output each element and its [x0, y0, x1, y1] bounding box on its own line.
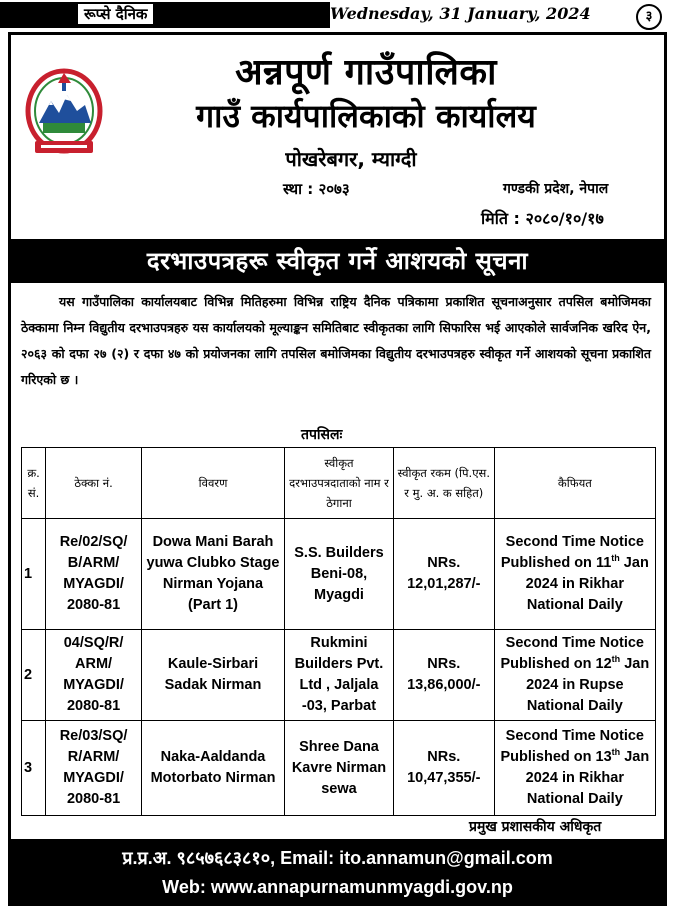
remarks-ordinal: th [611, 553, 620, 564]
office-location: पोखरेबगर, म्याग्दी [285, 147, 417, 171]
schedule-label: तपसिलः [301, 427, 343, 443]
cell-remarks [494, 630, 655, 721]
website-address: Web: www.annapurnamunmyagdi.gov.np [162, 877, 513, 897]
office-title: अन्नपूर्ण गाउँपालिका [235, 52, 497, 93]
notice-body: यस गाउँपालिका कार्यालयबाट विभिन्न मितिहरुमा विभिन्न राष्ट्रिय दैनिक पत्रिकामा प्रकाशित सूचनाअनुसार तपसिल बमोजिमका ठेक्कामा निम्न विद्युतीय दरभाउपत्रहरु यस कार्यालयको मूल्याङ्कन समितिबाट स्वीकृतका लागि सिफारिस भई आएकोले सार्वजनिक खरिद ऐन, २०६३ को दफा २७ (२) र दफा ४७ को प्रयोजनका लागि तपसिल बमोजिमका विद्युतीय दरभाउपत्रहरु स्वीकृत गर्ने आशयको सूचना प्रकाशित गरिएको छ । [21, 294, 651, 387]
cell-bidder: S.S. Builders Beni-08, Myagdi [285, 519, 394, 630]
remarks-text: Second Time Notice Published on 12 [500, 635, 644, 672]
table-row [22, 721, 656, 816]
contact-footer [11, 839, 664, 903]
municipality-emblem-icon [25, 65, 103, 163]
cell-amount: NRs. 10,47,355/- [393, 721, 494, 816]
header-description: विवरण [141, 448, 284, 519]
notice-heading: दरभाउपत्रहरू स्वीकृत गर्ने आशयको सूचना [11, 239, 664, 283]
remarks-text: Second Time Notice Published on 13 [500, 728, 644, 765]
province-label: गण्डकी प्रदेश, नेपाल [503, 181, 609, 197]
cell-amount: NRs. 13,86,000/- [393, 630, 494, 721]
paper-name: रूप्से दैनिक [78, 4, 153, 24]
header-amount: स्वीकृत रकम (पि.एस. र मु. अ. क सहित) [393, 448, 494, 519]
bid-table [21, 447, 656, 816]
remarks-text-end: Jan 2024 in Rupse National Daily [526, 656, 650, 714]
cell-contract: Re/02/SQ/ B/ARM/ MYAGDI/ 2080-81 [46, 519, 142, 630]
header-black-strip [0, 2, 330, 28]
public-notice [8, 32, 667, 906]
header-contract: ठेक्का नं. [46, 448, 142, 519]
cell-remarks [494, 721, 655, 816]
contact-phone-email: प्र.प्र.अ. ९८५७६८३८१०, Email: ito.annamun@gmail.com [122, 848, 553, 868]
remarks-ordinal: th [611, 654, 621, 665]
cell-bidder: Rukmini Builders Pvt. Ltd , Jaljala -03, Parbat [285, 630, 394, 721]
remarks-text: Second Time Notice Published on 11 [500, 534, 644, 571]
remarks-text-end: Jan 2024 in Rikhar National Daily [525, 749, 650, 807]
newspaper-header [0, 0, 676, 30]
header-bidder: स्वीकृत दरभाउपत्रदाताको नाम र ठेगाना [285, 448, 394, 519]
remarks-text-end: Jan 2024 in Rikhar National Daily [525, 555, 649, 613]
signatory-title: प्रमुख प्रशासकीय अधिकृत [469, 819, 602, 835]
remarks-ordinal: th [611, 747, 621, 758]
cell-amount: NRs. 12,01,287/- [393, 519, 494, 630]
office-subtitle: गाउँ कार्यपालिकाको कार्यालय [196, 97, 536, 135]
cell-sn: 2 [22, 630, 46, 721]
cell-bidder: Shree Dana Kavre Nirman sewa [285, 721, 394, 816]
cell-description: Naka-Aaldanda Motorbato Nirman [141, 721, 284, 816]
publication-date: Wednesday, 31 January, 2024 [330, 4, 591, 23]
cell-remarks [494, 519, 655, 630]
cell-description: Dowa Mani Barah yuwa Clubko Stage Nirman Yojana (Part 1) [141, 519, 284, 630]
cell-sn: 1 [22, 519, 46, 630]
header-sn: क्र. सं. [22, 448, 46, 519]
header-remarks: कैफियत [494, 448, 655, 519]
page-number: ३ [636, 4, 662, 30]
table-header-row [22, 448, 656, 519]
cell-contract: Re/03/SQ/ R/ARM/ MYAGDI/ 2080-81 [46, 721, 142, 816]
established-year: स्था : २०७३ [283, 180, 350, 198]
table-row [22, 630, 656, 721]
notice-date: मिति : २०८०/१०/१७ [481, 209, 604, 228]
cell-description: Kaule-Sirbari Sadak Nirman [141, 630, 284, 721]
table-row [22, 519, 656, 630]
cell-contract: 04/SQ/R/ ARM/ MYAGDI/ 2080-81 [46, 630, 142, 721]
cell-sn: 3 [22, 721, 46, 816]
